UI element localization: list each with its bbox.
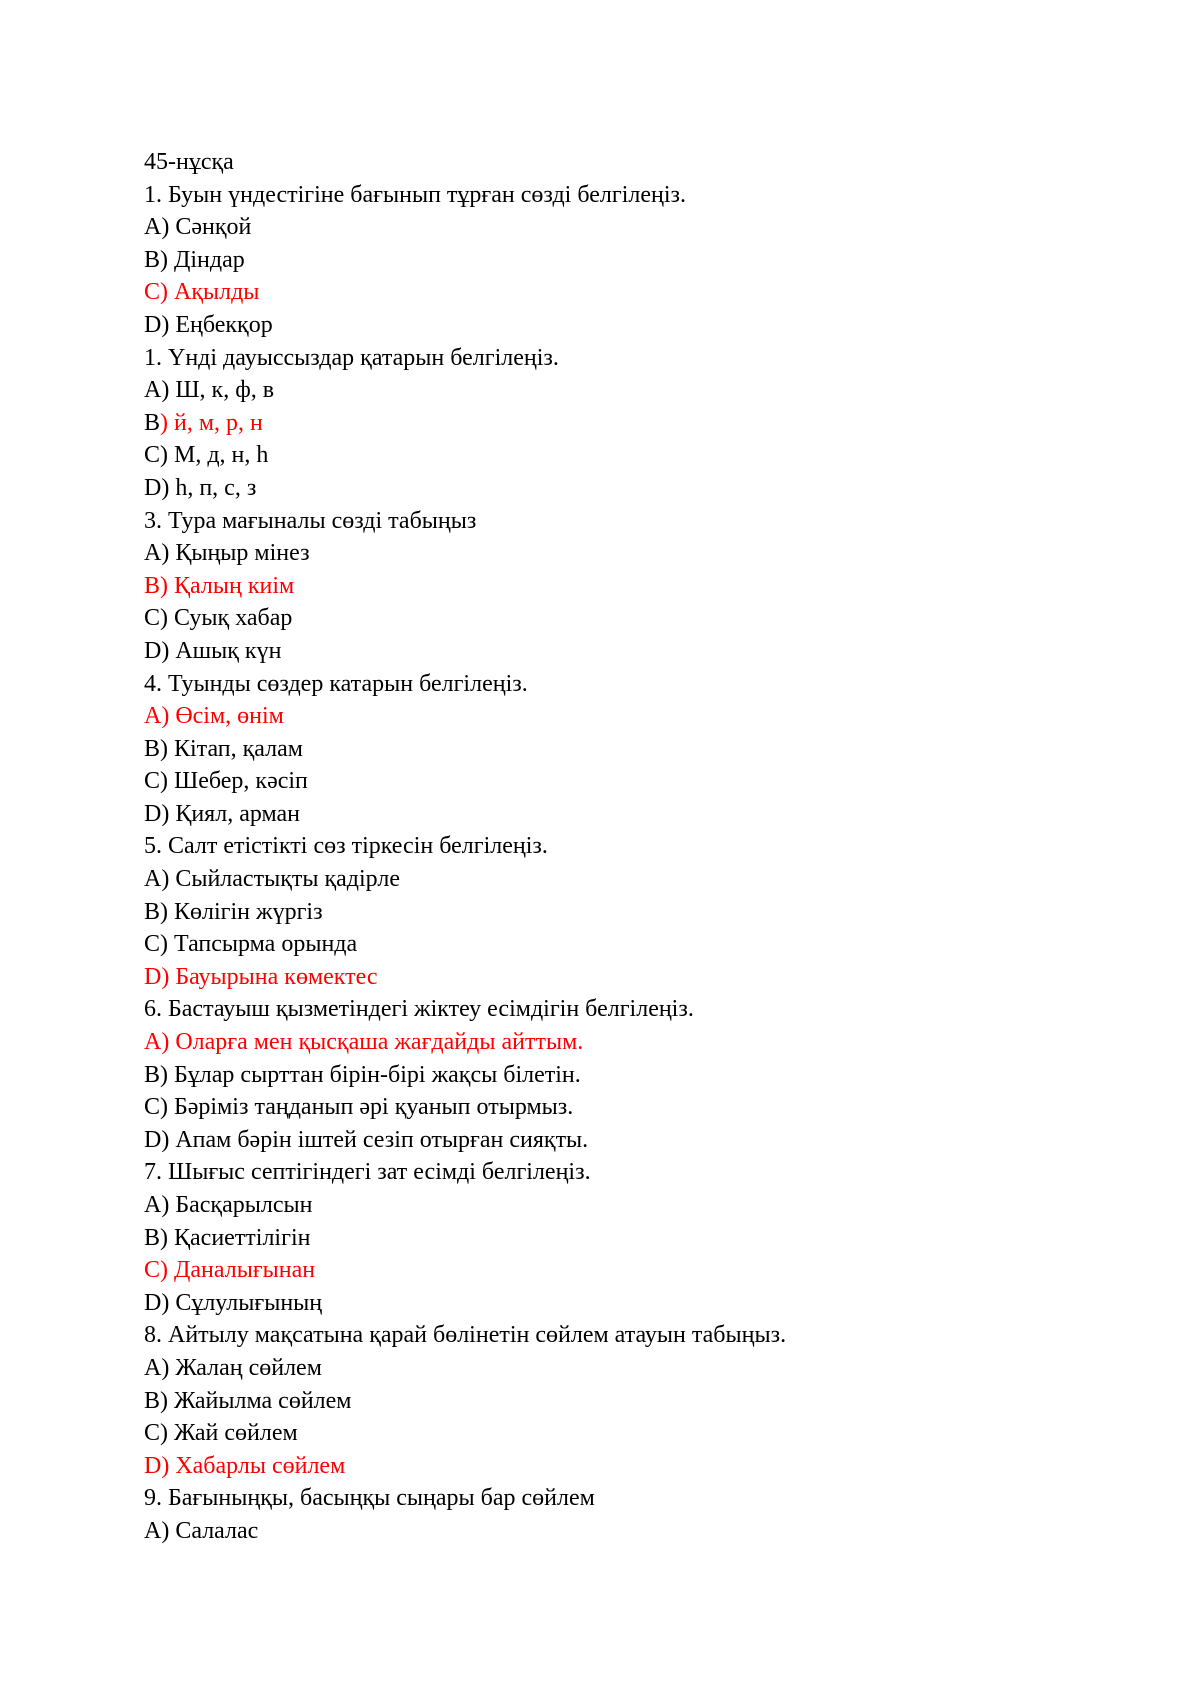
option-text: B) Діндар — [144, 246, 245, 273]
option-text: A) Қыңыр мінез — [144, 540, 310, 567]
option-text: D) һ, п, с, з — [144, 474, 257, 501]
question-text: 4. Туынды сөздер катарын белгілеңіз. — [144, 670, 528, 697]
option-text: B) Көлігін жүргіз — [144, 898, 323, 925]
option-text: B) Кітап, қалам — [144, 735, 303, 762]
option-text: B) Бұлар сырттан бірін-бірі жақсы білетін. — [144, 1061, 581, 1088]
question-text: 6. Бастауыш қызметіндегі жіктеу есімдігін белгілеңіз. — [144, 996, 694, 1023]
question-text: 1. Буын үндестігіне бағынып тұрған сөзді белгілеңіз. — [144, 181, 686, 208]
question-text: 3. Тура мағыналы сөзді табыңыз — [144, 507, 477, 534]
question-text: 7. Шығыс септігіндегі зат есімді белгілеңіз. — [144, 1159, 591, 1186]
answer-option: D) Бауырына көмектес — [144, 963, 378, 990]
answer-option: C) Ақылды — [144, 279, 260, 306]
question-text: 5. Салт етістікті сөз тіркесін белгілеңіз. — [144, 833, 548, 860]
question-list — [144, 179, 1104, 1548]
answer-option: D) Хабарлы сөйлем — [144, 1452, 346, 1479]
option-text: B) Жайылма сөйлем — [144, 1387, 352, 1414]
option-letter: B — [144, 409, 161, 436]
answer-option — [144, 407, 1104, 440]
option-text: A) Ш, к, ф, в — [144, 377, 275, 404]
option-text: D) Қиял, арман — [144, 800, 300, 827]
option-text: C) М, д, н, һ — [144, 442, 269, 469]
option-text: C) Бәріміз таңданып әрі қуанып отырмыз. — [144, 1094, 574, 1121]
option-text: D) Ашық күн — [144, 637, 282, 664]
answer-option: A) Өсім, өнім — [144, 703, 284, 730]
option-text: C) Жай сөйлем — [144, 1420, 298, 1447]
option-text: A) Жалаң сөйлем — [144, 1354, 322, 1381]
option-text: A) Сыйластықты қадірле — [144, 866, 400, 893]
option-text: A) Сәнқой — [144, 214, 252, 241]
option-text: C) Шебер, кәсіп — [144, 768, 308, 795]
option-text: D) Сұлулығының — [144, 1289, 323, 1316]
option-text: C) Суық хабар — [144, 605, 293, 632]
option-text: A) Басқарылсын — [144, 1192, 313, 1218]
answer-option: B) Қалың киім — [144, 572, 295, 599]
answer-text: ) й, м, р, н — [160, 409, 263, 436]
option-text: C) Тапсырма орында — [144, 931, 358, 958]
variant-title: 45-нұсқа — [144, 149, 234, 175]
test-content — [144, 146, 1104, 1548]
question-text: 8. Айтылу мақсатына қарай бөлінетін сөйлем атауын табыңыз. — [144, 1322, 787, 1349]
answer-option: C) Даналығынан — [144, 1257, 316, 1284]
option-text: A) Салалас — [144, 1517, 259, 1544]
question-text: 1. Үнді дауыссыздар қатарын белгілеңіз. — [144, 344, 559, 371]
option-text: D) Апам бәрін іштей сезіп отырған сияқты. — [144, 1126, 589, 1153]
answer-option: A) Оларға мен қысқаша жағдайды айттым. — [144, 1029, 584, 1056]
option-text: B) Қасиеттілігін — [144, 1224, 311, 1251]
question-text: 9. Бағыныңқы, басыңқы сыңары бар сөйлем — [144, 1485, 595, 1512]
option-text: D) Еңбекқор — [144, 311, 273, 338]
